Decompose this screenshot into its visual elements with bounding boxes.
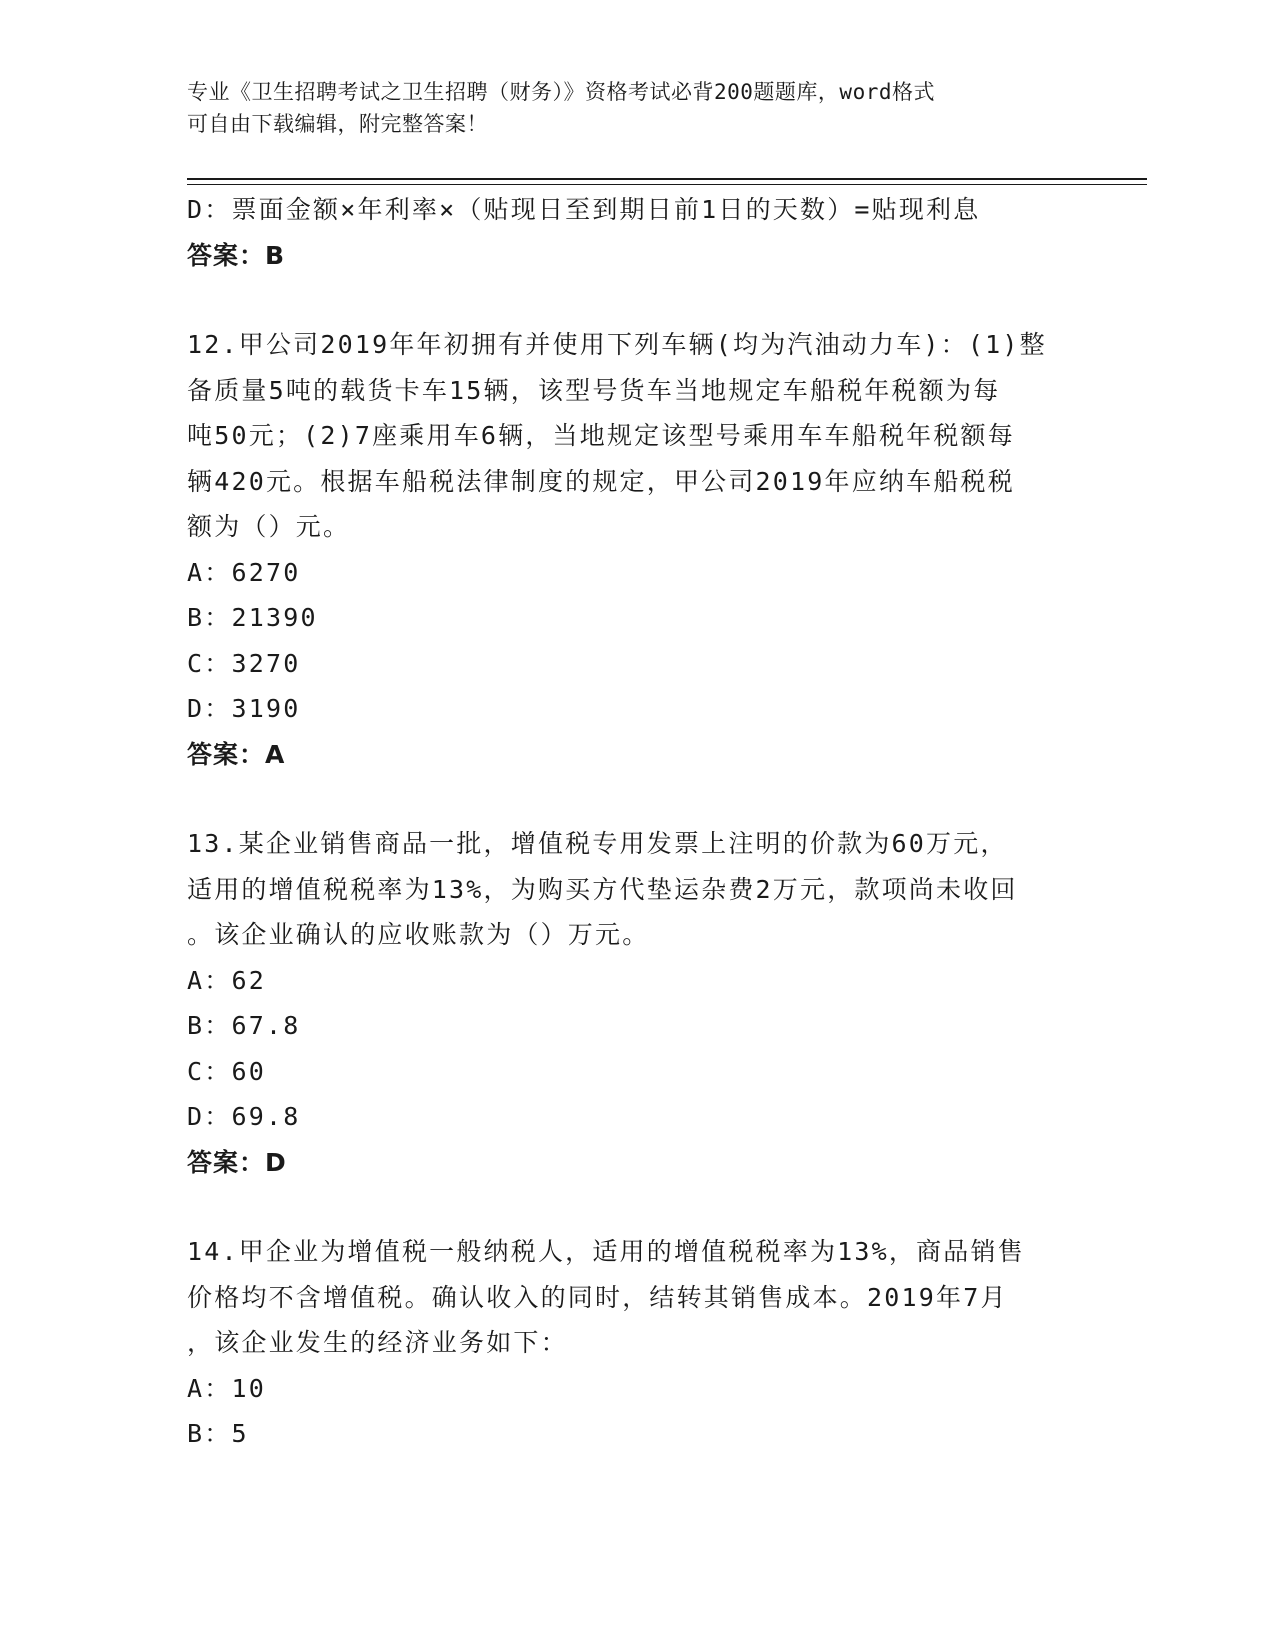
option-d: D：69.8 bbox=[187, 1102, 301, 1131]
question-stem-line: 辆420元。根据车船税法律制度的规定，甲公司2019年应纳车船税税 bbox=[187, 466, 1015, 496]
question-stem-line: 吨50元；(2)7座乘用车6辆，当地规定该型号乘用车车船税年税额每 bbox=[187, 421, 1015, 450]
question-stem-line: 12.甲公司2019年年初拥有并使用下列车辆(均为汽油动力车)：(1)整 bbox=[187, 330, 1047, 359]
question-content bbox=[187, 187, 1087, 1457]
answer-line: 答案：A bbox=[187, 739, 286, 769]
question-stem-line: 额为（）元。 bbox=[187, 512, 351, 541]
header-line-1: 专业《卫生招聘考试之卫生招聘（财务）》资格考试必背200题题库，word格式 bbox=[187, 80, 935, 104]
question-13 bbox=[187, 821, 1087, 1185]
answer-line: 答案：D bbox=[187, 1147, 287, 1177]
question-stem-line: 13.某企业销售商品一批，增值税专用发票上注明的价款为60万元， bbox=[187, 829, 1008, 858]
option-d: D：票面金额×年利率×（贴现日至到期日前1日的天数）=贴现利息 bbox=[187, 195, 981, 224]
question-stem-line: 14.甲企业为增值税一般纳税人，适用的增值税税率为13%，商品销售 bbox=[187, 1237, 1025, 1266]
option-a: A：6270 bbox=[187, 557, 301, 587]
header-line-2: 可自由下载编辑，附完整答案！ bbox=[187, 112, 488, 136]
option-c: C：60 bbox=[187, 1056, 266, 1086]
option-b: B：21390 bbox=[187, 603, 318, 632]
question-stem-line: 适用的增值税税率为13%，为购买方代垫运杂费2万元，款项尚未收回 bbox=[187, 874, 1018, 904]
question-12 bbox=[187, 322, 1087, 777]
question-stem-line: ，该企业发生的经济业务如下： bbox=[187, 1328, 568, 1357]
header-rule-thick bbox=[187, 178, 1147, 180]
option-d: D：3190 bbox=[187, 694, 301, 723]
document-header bbox=[187, 76, 1067, 140]
option-a: A：62 bbox=[187, 965, 266, 995]
previous-question-tail bbox=[187, 187, 1087, 278]
option-a: A：10 bbox=[187, 1373, 266, 1403]
header-rule-thin bbox=[187, 184, 1147, 185]
option-b: B：5 bbox=[187, 1419, 249, 1448]
question-14 bbox=[187, 1229, 1087, 1457]
question-stem-line: 备质量5吨的载货卡车15辆，该型号货车当地规定车船税年税额为每 bbox=[187, 375, 1001, 405]
option-b: B：67.8 bbox=[187, 1011, 301, 1040]
question-stem-line: 。该企业确认的应收账款为（）万元。 bbox=[187, 920, 650, 949]
answer-line: 答案：B bbox=[187, 240, 286, 270]
option-c: C：3270 bbox=[187, 648, 301, 678]
question-stem-line: 价格均不含增值税。确认收入的同时，结转其销售成本。2019年7月 bbox=[187, 1282, 1008, 1312]
